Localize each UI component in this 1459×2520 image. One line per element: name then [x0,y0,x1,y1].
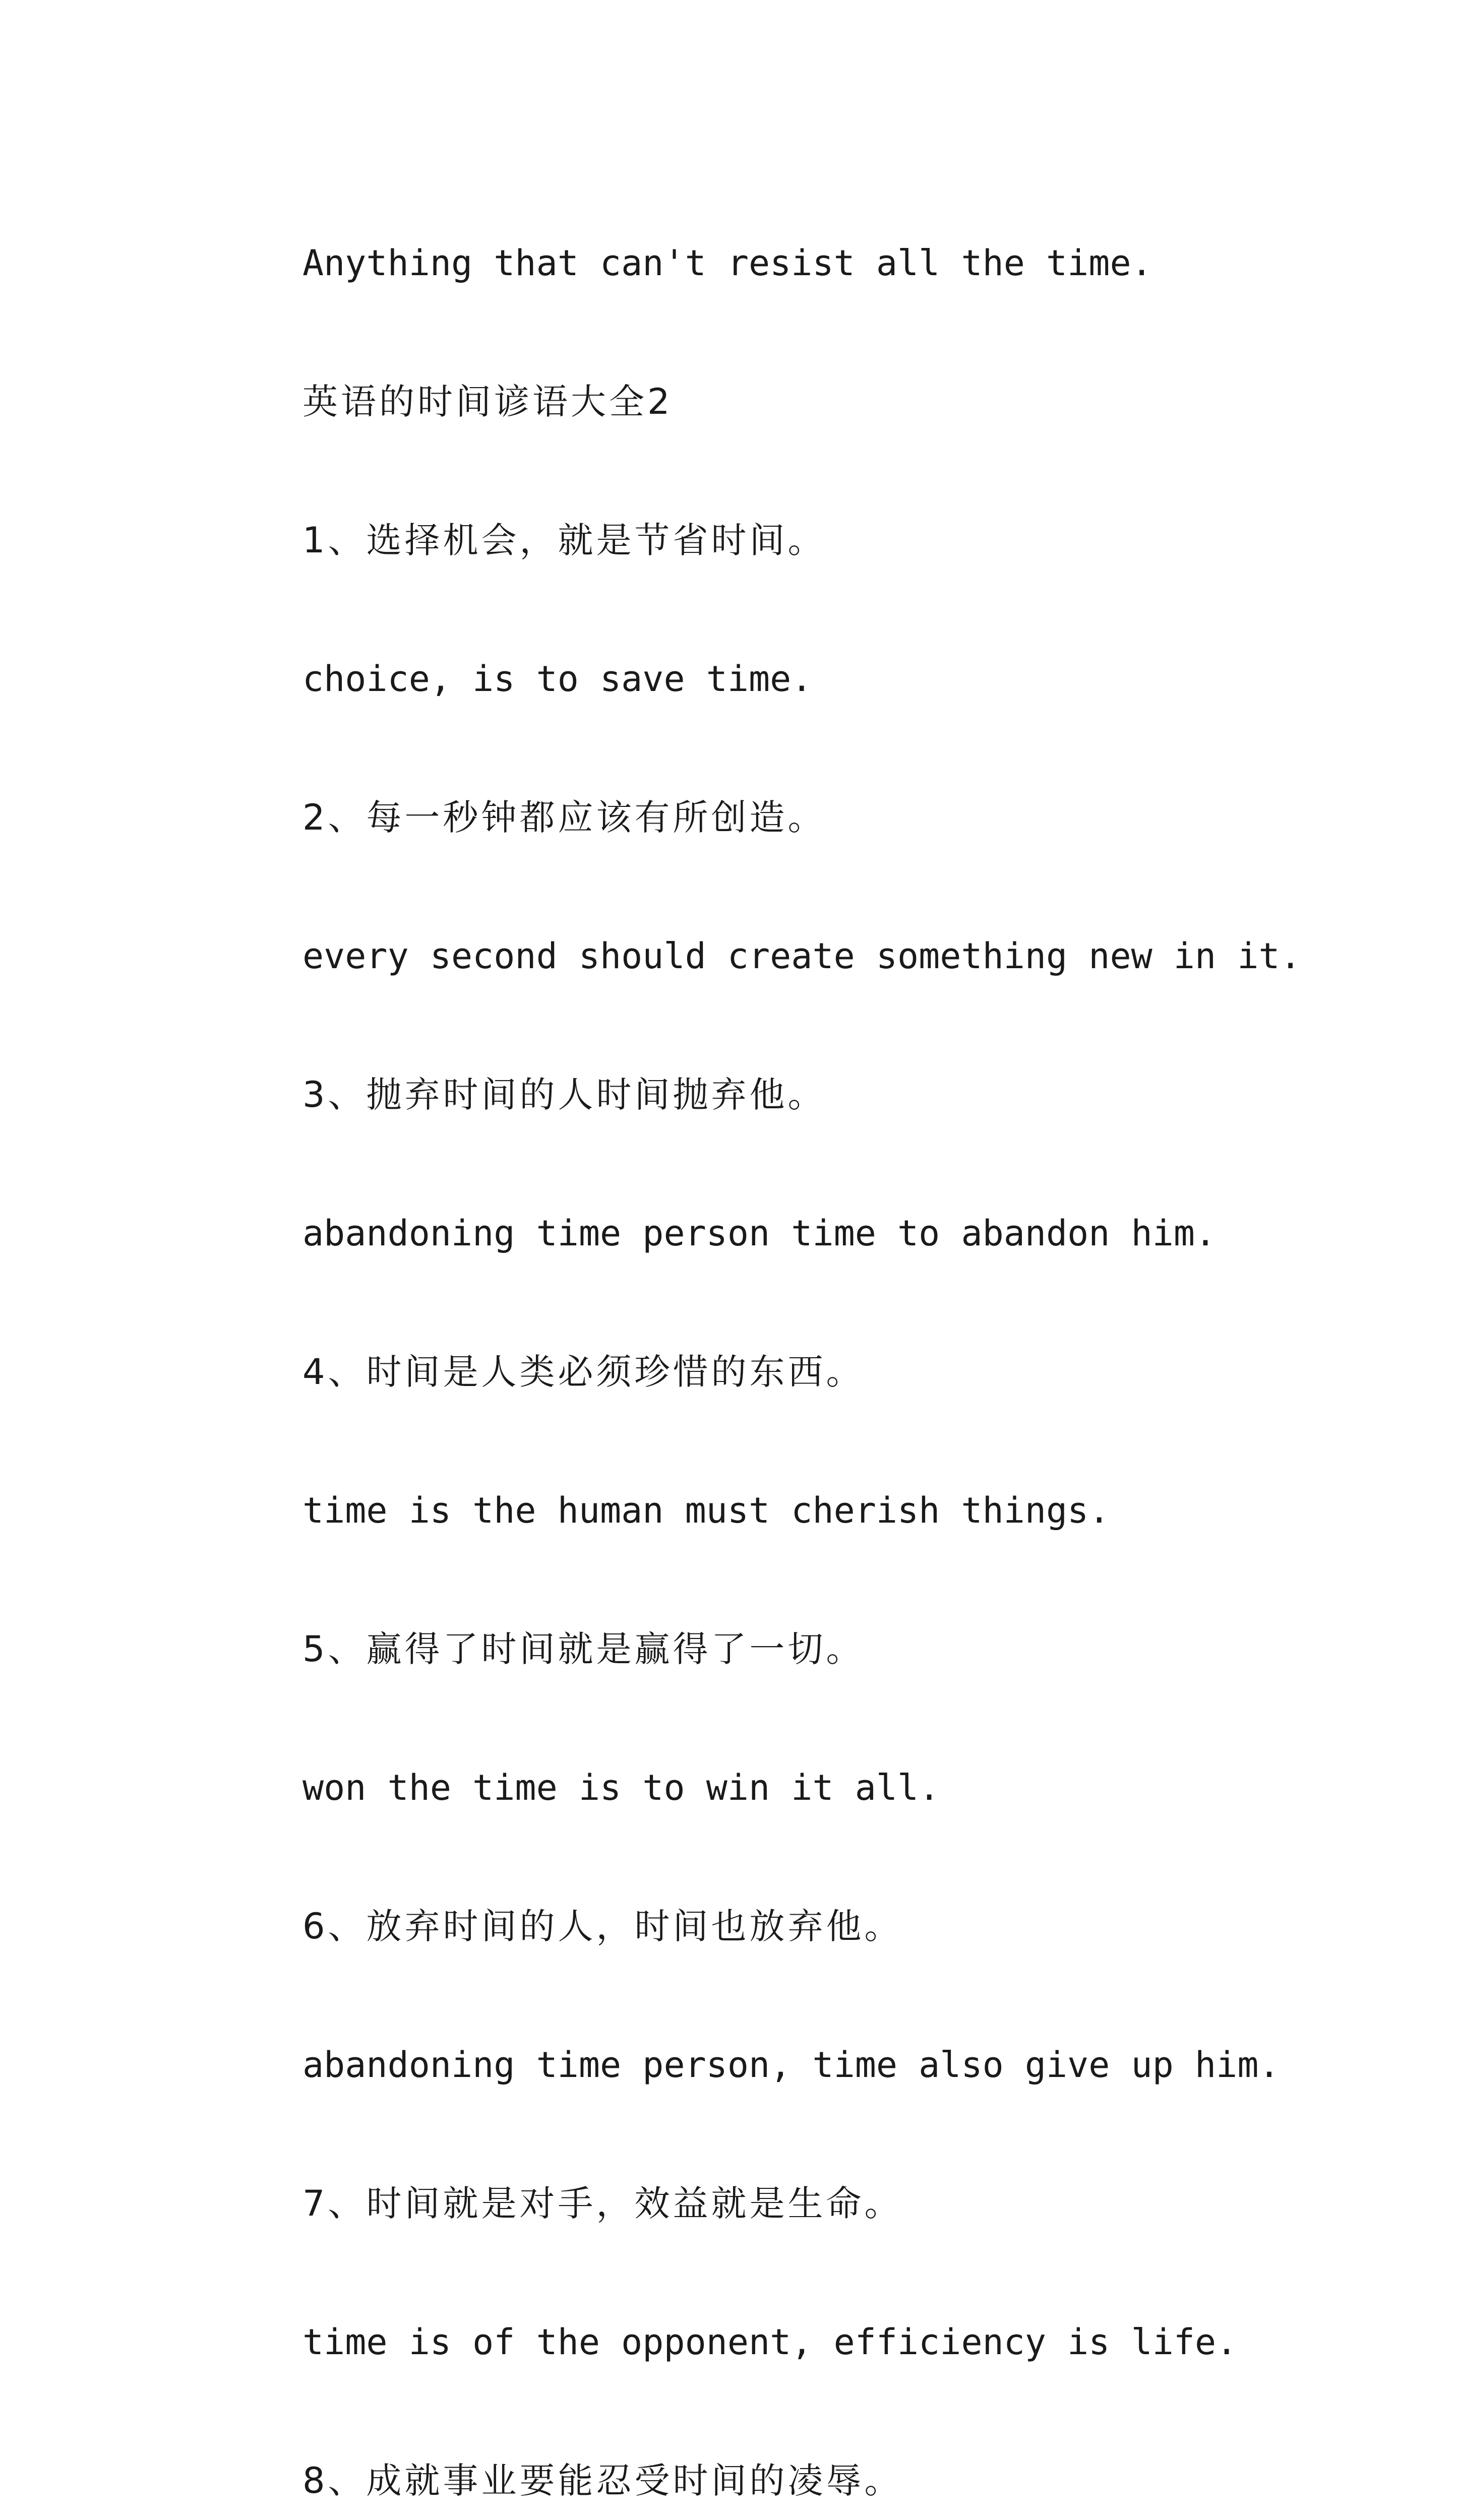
section-heading: 英语的时间谚语大全2 [302,381,673,422]
proverb-cn-2: 2、每一秒钟都应该有所创造。 [302,797,826,838]
proverb-cn-6: 6、放弃时间的人，时间也放弃他。 [302,1906,903,1947]
proverb-en-3: abandoning time person time to abandon him. [302,1213,1217,1254]
document-body [222,194,1301,2520]
proverb-en-2: every second should create something new in it. [302,935,1301,977]
proverb-cn-8: 8、成就事业要能忍受时间的凌辱。 [302,2460,903,2501]
text-line: Anything that can't resist all the time. [302,242,1152,284]
proverb-en-6: abandoning time person, time also give up him. [302,2044,1280,2086]
proverb-en-1: choice, is to save time. [302,658,813,700]
proverb-cn-7: 7、时间就是对手，效益就是生命。 [302,2183,903,2224]
proverb-en-4: time is the human must cherish things. [302,1490,1110,1531]
proverb-cn-1: 1、选择机会，就是节省时间。 [302,520,826,561]
proverb-en-7: time is of the opponent, efficiency is life. [302,2321,1238,2363]
proverb-cn-3: 3、抛弃时间的人时间抛弃他。 [302,1074,826,1115]
proverb-cn-5: 5、赢得了时间就是赢得了一切。 [302,1628,865,1670]
proverb-cn-4: 4、时间是人类必须珍惜的东西。 [302,1351,865,1393]
proverb-en-5: won the time is to win it all. [302,1767,940,1808]
